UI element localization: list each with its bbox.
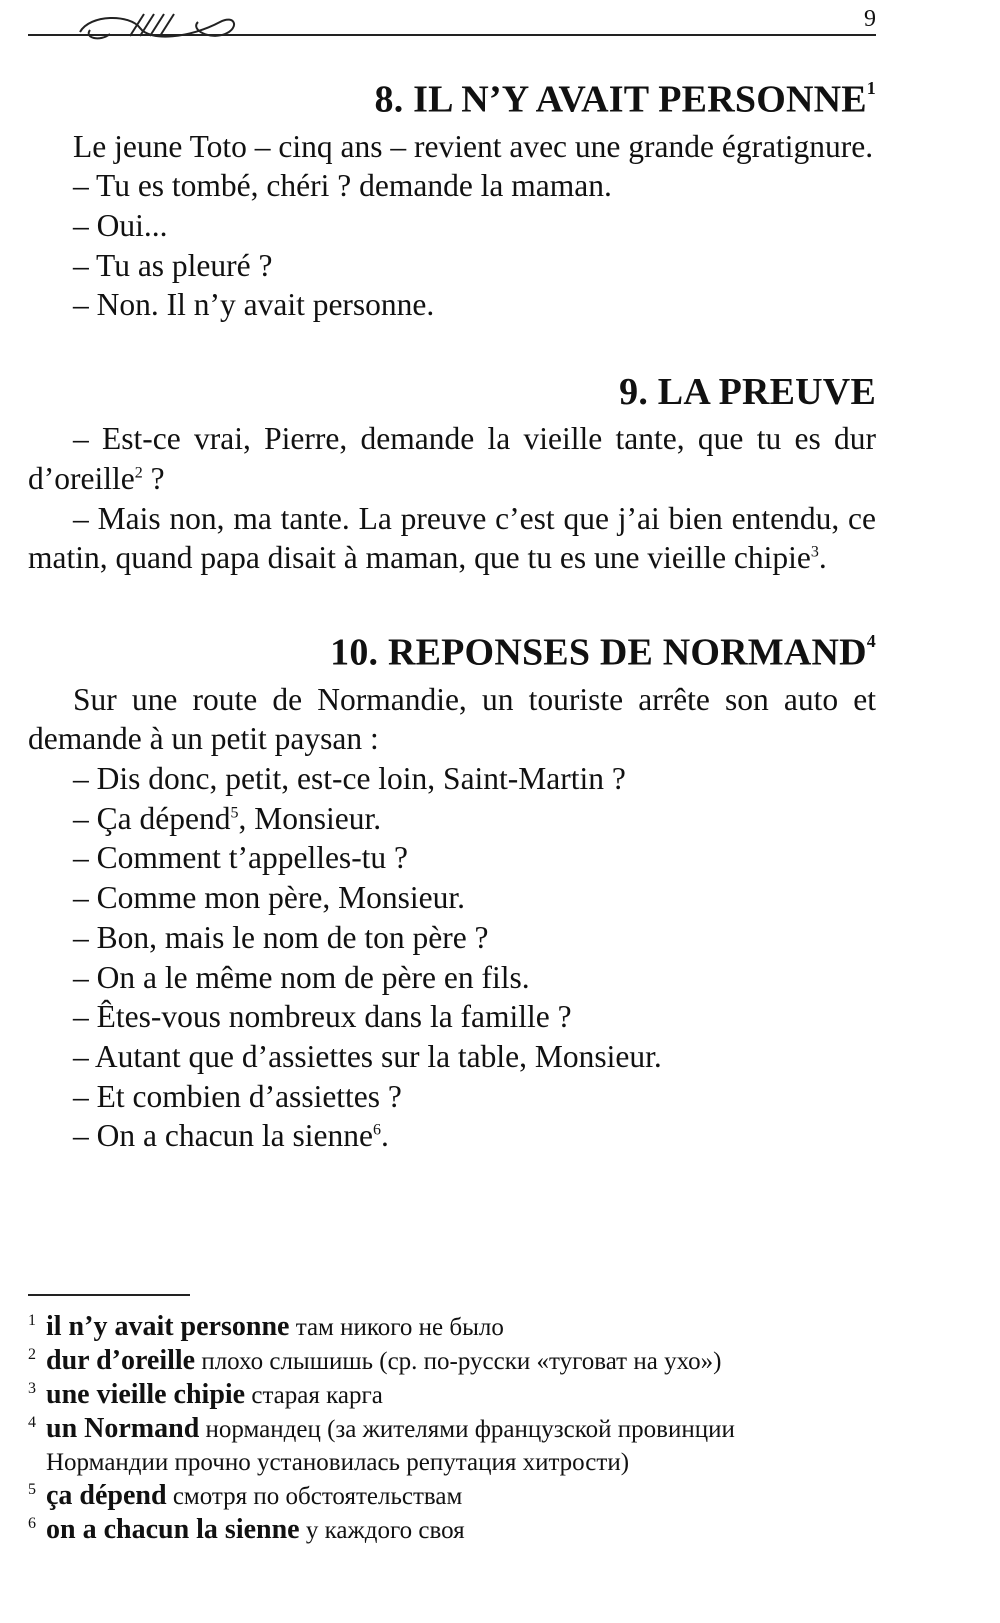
paragraph: – Est-ce vrai, Pierre, demande la vieille tante, que tu es dur d’oreille$^2$ ? [28,421,876,496]
footnote-ref: 6 [373,1121,382,1139]
footnote-ref: 4 [866,630,876,651]
dialog-line: – Et combien d’assiettes ? [73,1078,402,1114]
dialog-line: – Bon, mais le nom de ton père ? [73,919,489,955]
footnote-continuation: Нормандии прочно установилась репутация хитрости) [46,1449,630,1476]
footnote-ref: 1 [866,78,876,98]
page-number: 9 [864,6,876,32]
footnote-rule [28,1294,190,1296]
footnote-ref: 3 [810,543,819,561]
flourish-ornament-icon [70,8,240,44]
footnote-ref: 5 [230,804,239,822]
dialog-line: – Non. Il n’y avait personne. [73,287,435,323]
page-content [28,65,876,1156]
dialog-line: – Autant que d’assiettes sur la table, Monsieur. [73,1038,662,1074]
header-rule [28,34,876,36]
dialog-line: – On a le même nom de père en fils. [73,959,530,995]
page-header [28,6,876,46]
footnote-item: 6 on a chacun la sienne у каждого своя [28,1514,465,1545]
section-9 [28,365,876,578]
dialog-line: – Ça dépend$^5$, Monsieur. [73,800,382,836]
paragraph: Sur une route de Normandie, un touriste arrête son auto et demande à un petit paysan : [28,681,876,757]
dialog-line: – Oui... [73,208,168,244]
paragraph: Le jeune Toto – cinq ans – revient avec une grande égratignure. [73,128,874,164]
section-10 [28,618,876,1156]
footnote-item: 3 une vieille chipie старая карга [28,1379,383,1410]
footnote-item: 4 un Normand нормандец (за жителями французской провинции [28,1413,735,1444]
dialog-line: – On a chacun la sienne$^6$. [73,1118,389,1154]
footnote-item: 2 dur d’oreille плохо слышишь (ср. по-русски «туговат на ухо») [28,1345,722,1376]
dialog-line: – Êtes-vous nombreux dans la famille ? [73,999,572,1035]
dialog-line: – Dis donc, petit, est-ce loin, Saint-Martin ? [73,761,626,797]
section-title: 10. REPONSES DE NORMAND$^4$ [330,630,876,674]
dialog-line: – Tu es tombé, chéri ? demande la maman. [73,168,612,204]
section-title: 9. LA PREUVE [619,371,876,414]
footnotes [28,1294,876,1547]
footnote-item: 1 il n’y avait personne там никого не было [28,1311,504,1342]
section-8 [28,65,876,325]
dialog-line: – Tu as pleuré ? [73,247,273,283]
section-title: 8. IL N’Y AVAIT PERSONNE$^1$ [374,78,876,121]
footnote-ref: 2 [134,464,143,482]
paragraph: – Mais non, ma tante. La preuve c’est que j’ai bien entendu, ce matin, quand papa disait à maman, que tu es une vieille chipie$^3$. [28,500,876,576]
dialog-line: – Comment t’appelles-tu ? [73,840,409,876]
footnote-item: 5 ça dépend смотря по обстоятельствам [28,1480,463,1511]
dialog-line: – Comme mon père, Monsieur. [73,880,465,916]
